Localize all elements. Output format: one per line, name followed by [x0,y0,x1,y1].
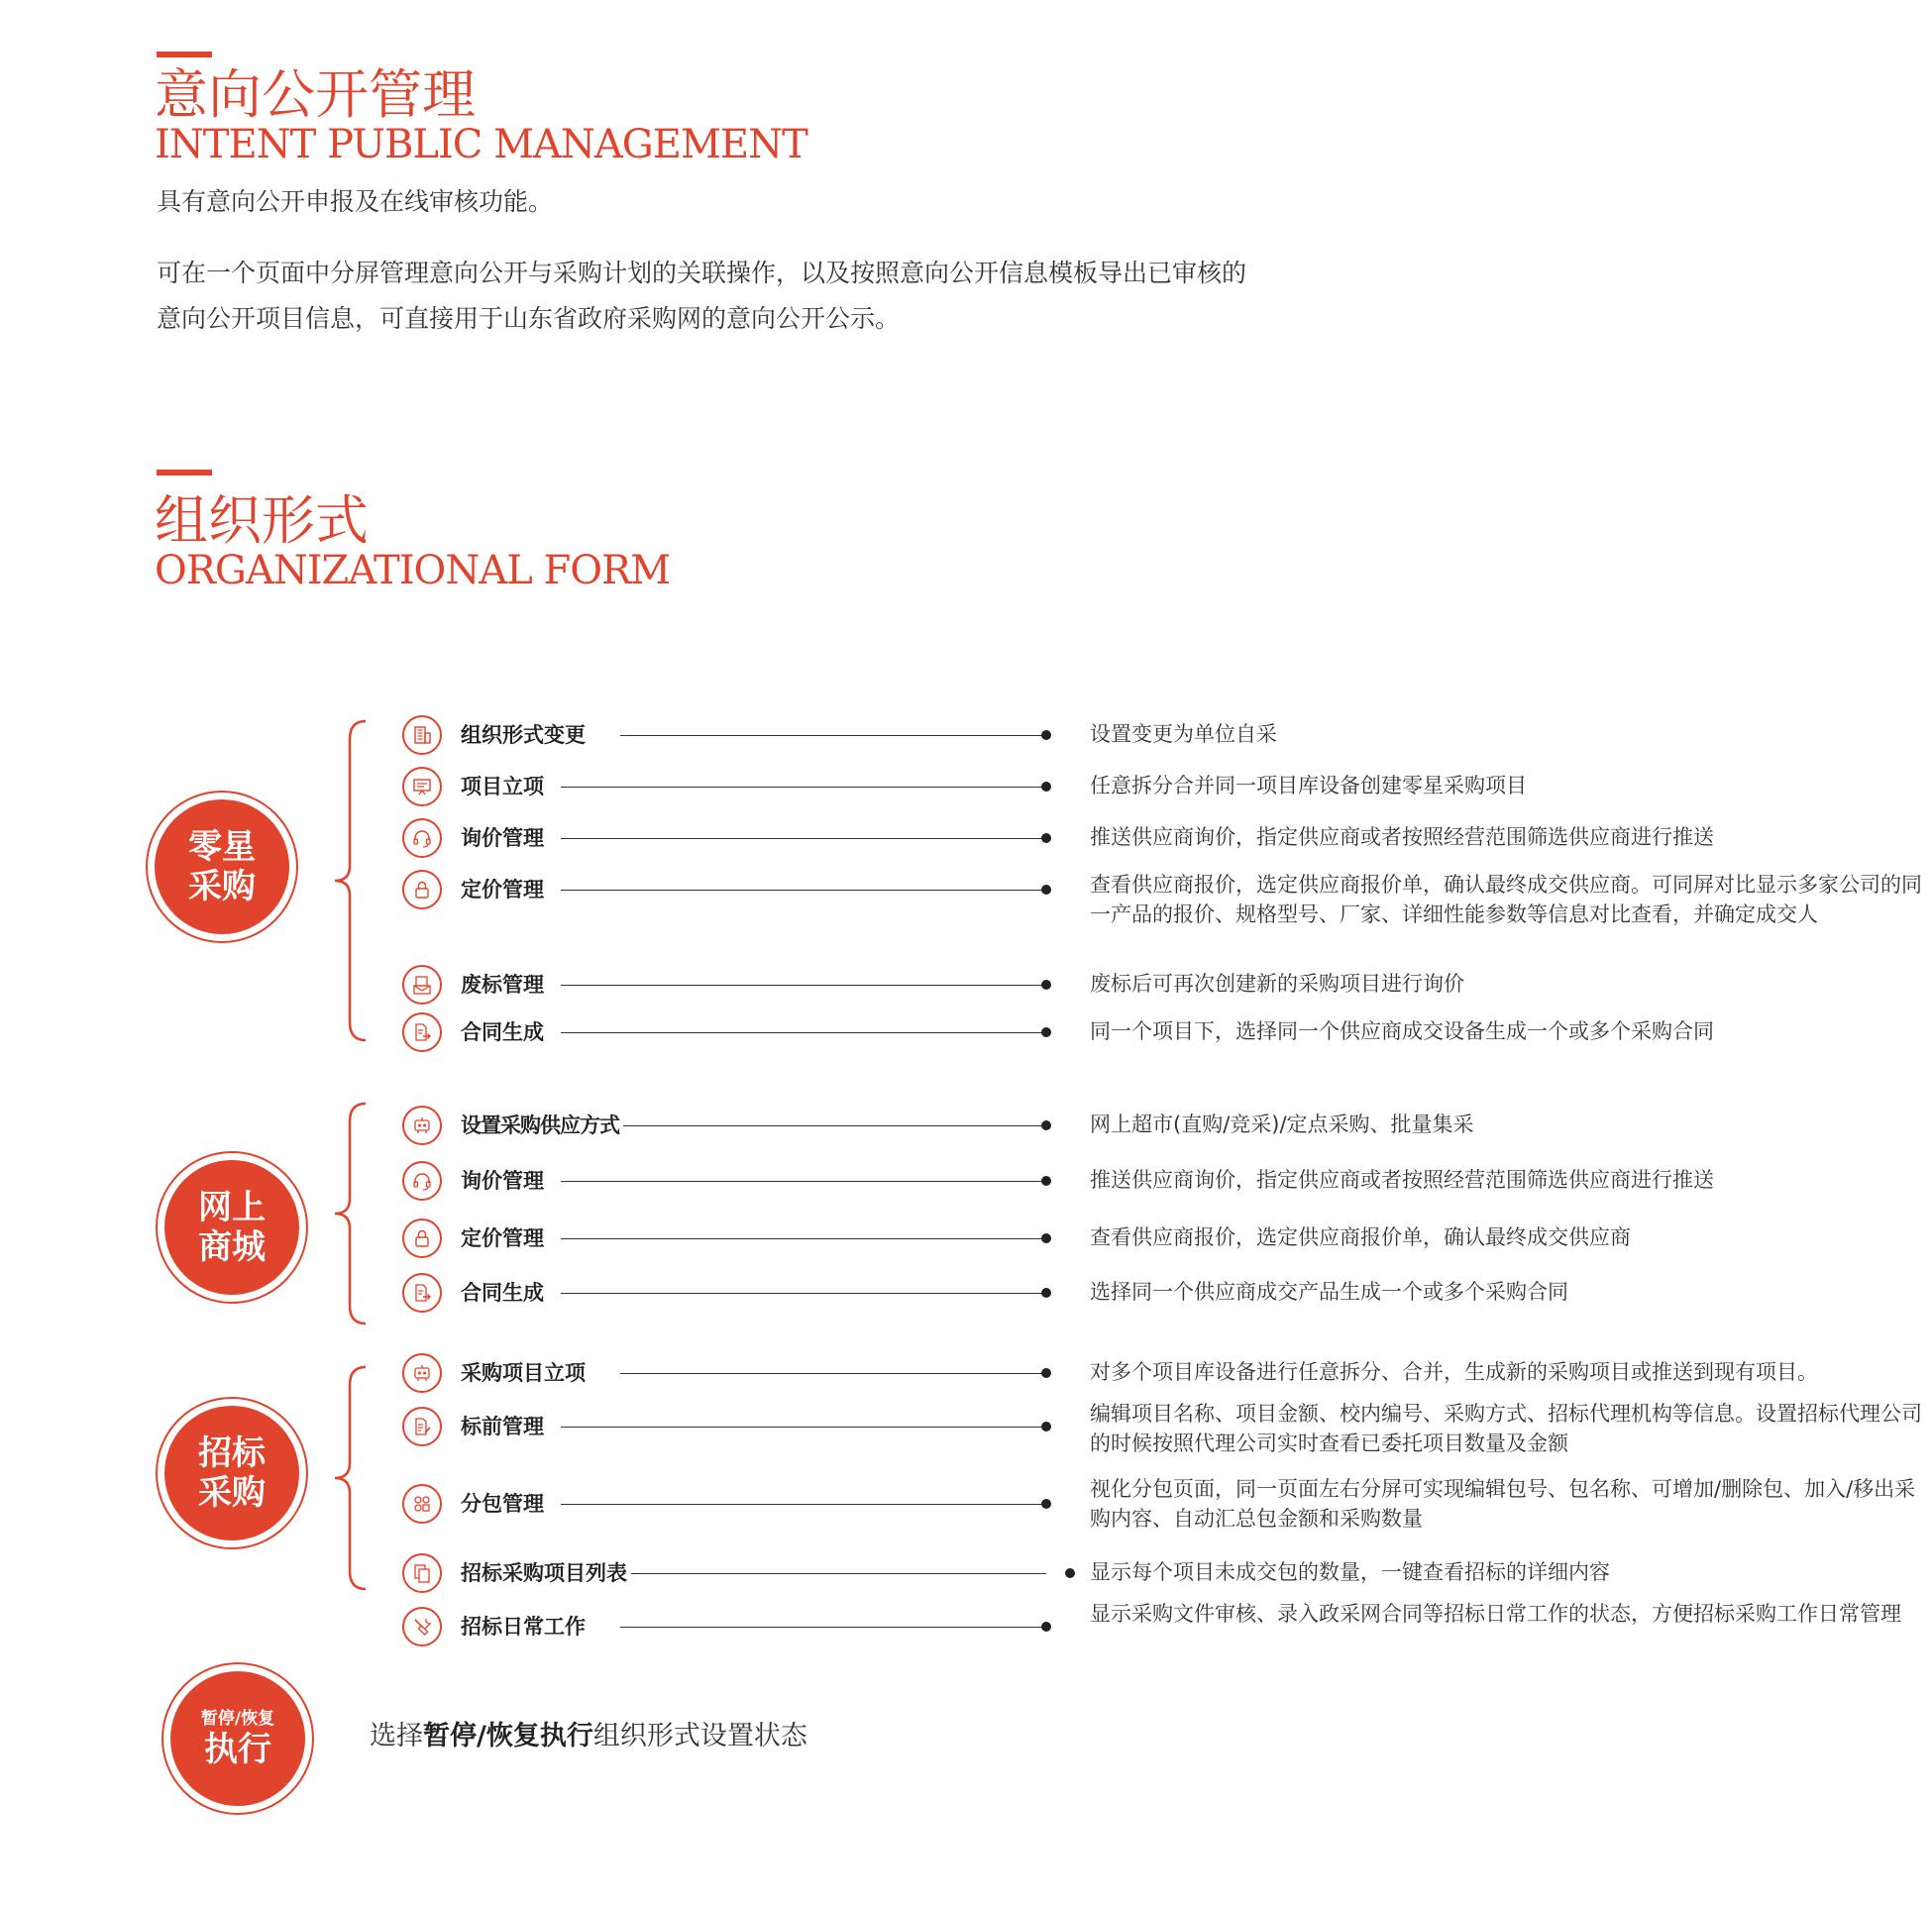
group-circle-line1: 零星 [188,827,256,867]
document-arrow-icon [402,1273,442,1313]
presentation-icon [402,767,442,806]
group-circle-line1: 网上 [198,1188,266,1227]
building-icon [402,715,442,755]
group-circle-tender [156,1397,308,1549]
group-circle-online-mall [156,1151,308,1304]
copy-icon [402,1553,442,1593]
headset-icon [402,818,442,858]
item-desc: 同一个项目下，选择同一个供应商成交设备生成一个或多个采购合同 [1078,1016,1932,1046]
section1-title-en: INTENT PUBLIC MANAGEMENT [155,122,807,167]
item-desc: 任意拆分合并同一项目库设备创建零星采购项目 [1078,771,1932,800]
group-circle-line2: 商城 [198,1227,266,1267]
item-label: 招标采购项目列表 [461,1559,631,1587]
row-sporadic-2 [402,767,1591,810]
pause-text-bold: 暂停/恢复执行 [423,1721,593,1751]
connector-dot [1065,1568,1075,1578]
connector-line [561,838,1046,839]
grid-icon [402,1484,442,1524]
item-label: 采购项目立项 [461,1359,590,1387]
group-circle-line2: 采购 [198,1473,266,1513]
item-label: 招标日常工作 [461,1613,590,1641]
robot-icon [402,1106,442,1145]
item-label: 标前管理 [461,1413,548,1440]
section1-title-cn: 意向公开管理 [155,63,476,126]
connector-line [561,1125,1046,1126]
connector-line [561,1504,1046,1505]
row-tender-3 [402,1477,1916,1531]
item-label: 合同生成 [461,1018,548,1046]
section1-desc-line1: 可在一个页面中分屏管理意向公开与采购计划的关联操作，以及按照意向公开信息模板导出已审核的 [157,259,1247,287]
connector-dot [1041,980,1051,990]
calendar-mail-icon [402,965,442,1005]
item-desc: 选择同一个供应商成交产品生成一个或多个采购合同 [1078,1277,1932,1307]
document-arrow-icon [402,1012,442,1052]
item-label: 合同生成 [461,1279,548,1307]
item-label: 询价管理 [461,1167,548,1195]
connector-line [561,1427,1046,1428]
item-label: 项目立项 [461,773,548,800]
robot-icon [402,1353,442,1393]
pause-text-prefix: 选择 [370,1721,423,1751]
row-tender-2 [402,1402,1922,1455]
section2-title-en: ORGANIZATIONAL FORM [155,548,671,593]
item-desc: 对多个项目库设备进行任意拆分、合并，生成新的采购项目或推送到现有项目。 [1078,1357,1932,1387]
connector-line [620,735,1046,736]
connector-dot [1041,833,1051,843]
connector-dot [1041,1233,1051,1243]
row-sporadic-3 [402,818,1714,862]
lock-icon [402,1219,442,1258]
connector-line [561,787,1046,788]
connector-line [561,1573,1046,1574]
item-desc: 编辑项目名称、项目金额、校内编号、采购方式、招标代理机构等信息。设置招标代理公司的时候按照代理公司实时查看已委托项目数量及金额 [1078,1399,1932,1458]
connector-dot [1041,1622,1051,1632]
connector-line [561,1238,1046,1239]
row-sporadic-5 [402,965,1591,1008]
connector-line [561,890,1046,891]
row-tender-5 [402,1602,1901,1650]
group-bracket-sporadic [332,719,372,1042]
row-mall-3 [402,1219,1631,1262]
section1-intro: 具有意向公开申报及在线审核功能。 [157,187,554,216]
item-desc: 设置变更为单位自采 [1078,719,1932,749]
group-circle-line1: 招标 [198,1433,266,1473]
connector-line [620,1373,1046,1374]
connector-line [561,1293,1046,1294]
connector-dot [1041,1422,1051,1432]
pause-resume-circle [161,1662,314,1815]
row-mall-2 [402,1161,1714,1205]
connector-dot [1041,1368,1051,1378]
connector-dot [1041,1288,1051,1298]
section1-accent-bar [157,52,212,57]
item-desc: 推送供应商询价，指定供应商或者按照经营范围筛选供应商进行推送 [1078,822,1932,852]
item-desc: 视化分包页面，同一页面左右分屏可实现编辑包号、包名称、可增加/删除包、加入/移出采购内容、自动汇总包金额和采购数量 [1078,1474,1932,1534]
item-desc: 显示每个项目未成交包的数量，一键查看招标的详细内容 [1078,1557,1932,1587]
connector-line [561,1181,1046,1182]
headset-icon [402,1161,442,1201]
row-tender-4 [402,1553,1610,1597]
item-label: 定价管理 [461,1224,548,1252]
item-desc: 废标后可再次创建新的采购项目进行询价 [1078,969,1932,999]
tools-icon [402,1607,442,1646]
connector-dot [1041,1027,1051,1037]
row-tender-1 [402,1353,1818,1397]
section2-accent-bar [157,470,212,476]
row-mall-1 [402,1106,1591,1149]
item-desc: 显示采购文件审核、录入政采网合同等招标日常工作的状态，方便招标采购工作日常管理 [1078,1599,1932,1629]
item-label: 废标管理 [461,971,548,999]
pause-text-suffix: 组织形式设置状态 [592,1721,807,1751]
lock-icon [402,870,442,909]
row-mall-4 [402,1273,1591,1317]
pause-resume-text [370,1717,807,1756]
connector-line [561,985,1046,986]
row-sporadic-1 [402,715,1591,759]
connector-dot [1041,1120,1051,1130]
item-desc: 查看供应商报价，选定供应商报价单，确认最终成交供应商 [1078,1222,1932,1252]
connector-line [620,1627,1046,1628]
connector-line [561,1032,1046,1033]
group-bracket-tender [332,1365,372,1591]
section2-title-cn: 组织形式 [155,489,369,552]
connector-dot [1041,782,1051,792]
item-label: 分包管理 [461,1490,548,1518]
group-circle-sporadic [146,791,298,943]
item-label: 询价管理 [461,824,548,852]
connector-dot [1041,730,1051,740]
connector-dot [1041,885,1051,895]
item-label: 定价管理 [461,876,548,903]
item-desc: 推送供应商询价，指定供应商或者按照经营范围筛选供应商进行推送 [1078,1165,1932,1195]
document-edit-icon [402,1407,442,1446]
row-sporadic-6 [402,1012,1714,1056]
item-label: 组织形式变更 [461,721,590,749]
item-desc: 网上超市(直购/竞采)/定点采购、批量集采 [1078,1110,1932,1139]
row-sporadic-4 [402,870,1922,926]
group-circle-line2: 采购 [188,867,256,906]
group-bracket-online-mall [332,1102,372,1326]
connector-dot [1041,1176,1051,1186]
section1-desc-line2: 意向公开项目信息，可直接用于山东省政府采购网的意向公开公示。 [157,304,901,333]
pause-circle-line2: 执行 [204,1730,271,1769]
connector-dot [1041,1499,1051,1509]
item-desc: 查看供应商报价，选定供应商报价单，确认最终成交供应商。可同屏对比显示多家公司的同一产品的报价、规格型号、厂家、详细性能参数等信息对比查看，并确定成交人 [1078,870,1932,929]
item-label: 设置采购供应方式 [461,1112,623,1139]
pause-circle-line1: 暂停/恢复 [200,1709,275,1729]
